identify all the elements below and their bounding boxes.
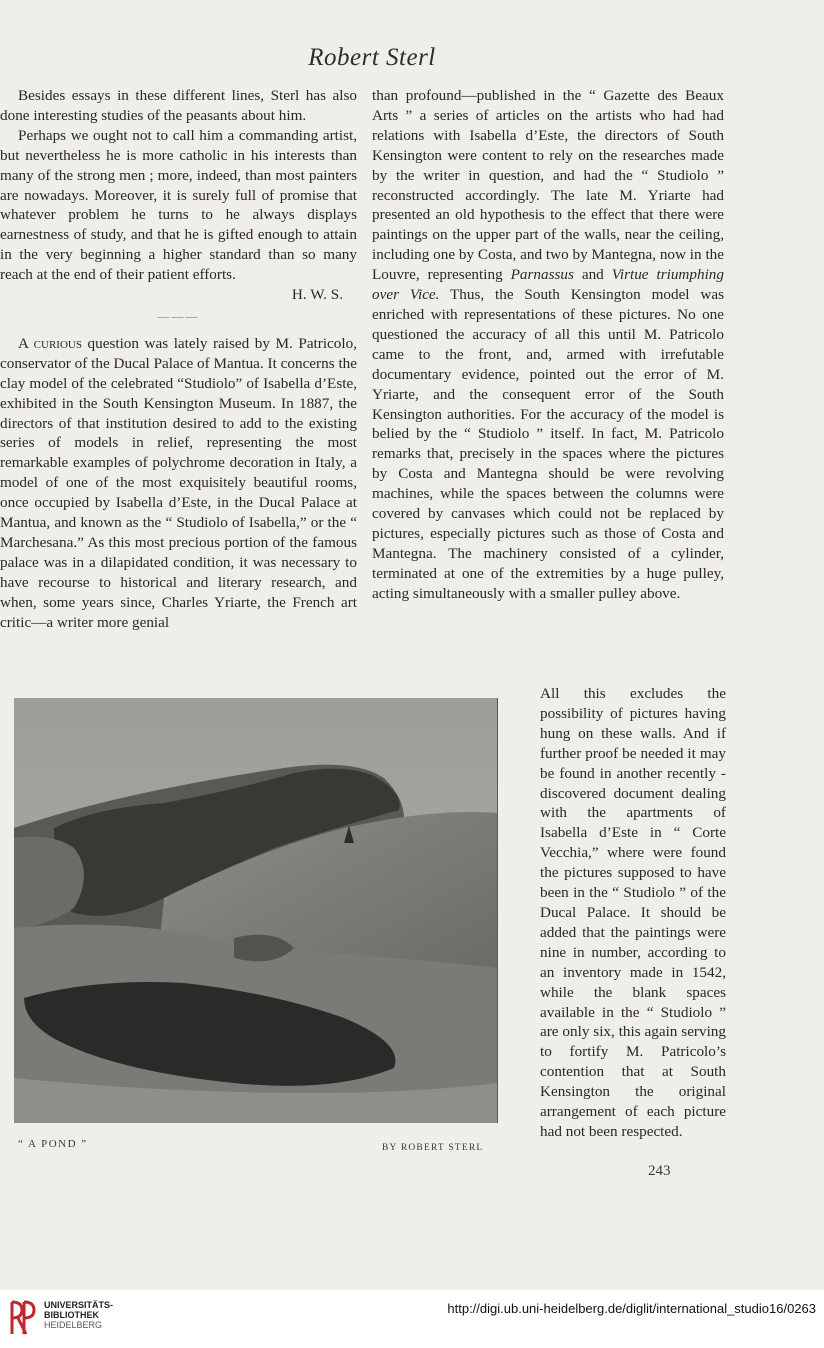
painting-title: Parnassus [510,266,574,284]
lead-in: A curious [18,334,82,352]
painting-illustration [14,698,498,1123]
section-divider: ——— [157,308,200,323]
left-column [0,86,357,632]
paragraph-text: and [573,266,612,284]
library-name-line: UNIVERSITÄTS- [44,1300,114,1310]
figure-caption-title: “ A POND ” [18,1138,88,1150]
paragraph-text: than profound—published in the “ Gazette des Beaux Arts ” a series of articles on the artists who had had relations with Isabella d’Este, the directors of South Kensington were content to rely on the researches made by the writer in question, and had the “ Studiolo ” reconstructed accordingly. The late M. Yriarte had presented an old hypothesis to the effect that there were paintings on the upper part of the walls, near the ceiling, including one by Costa, and two by Mantegna, now in the Louvre, representing [372,87,724,284]
library-name-line: HEIDELBERG [44,1320,103,1330]
narrow-column [540,684,726,1142]
viewer-footer [0,1290,824,1348]
permalink-url[interactable]: http://digi.ub.uni-heidelberg.de/diglit/international_studio16/0263 [447,1301,816,1316]
paragraph [372,86,724,604]
running-head: Robert Sterl [308,44,436,71]
paragraph: Besides essays in these different lines, Sterl has also done interesting studies of the peasants about him. [0,87,357,124]
paragraph: All this excludes the possibility of pictures having hung on these walls. And if further proof be needed it may be found in another recently - discovered document dealing with the apartments of Isabella d’Este in “ Corte Vecchia,” where were found the pictures supposed to have been in the “ Studiolo ” of the Ducal Palace. It should be added that the paintings were nine in number, according to an inventory made in 1542, while the blank spaces available in the “ Studiolo ” are only six, this again serving to fortify M. Patricolo’s contention that at South Kensington the original arrangement of each picture had not been respected. [540,685,726,1140]
pond-landscape-image [14,698,497,1123]
page-number: 243 [648,1163,671,1179]
paragraph-text: Thus, the South Kensington model was enriched with representations of these pictures. No one questioned the accuracy of all this until M. Patricolo came to the front, and, armed with irrefutable documentary evidence, pointed out the error of M. Yriarte, and the consequent error of the South Kensington authorities. For the accuracy of the model is belied by the “ Studiolo ” itself. In fact, M. Patricolo remarks that, precisely in the spaces where the pictures by Costa and Mantegna should be were revolving machines, while the spaces between the columns were covered by canvases which could not be replaced by pictures, especially pictures such as those of Costa and Mantegna. The machinery consisted of a cylinder, terminated at one of the extremities by a huge pulley, acting simultaneously with a smaller pulley above. [372,286,724,602]
paragraph-text: question was lately raised by M. Patricolo, conservator of the Ducal Palace of Mantua. It concerns the clay model of the celebrated “Studiolo” of Isabella d’Este, exhibited in the South Kensington Museum. In 1887, the directors of that institution desired to add to the existing series of models in relief, representing the most remarkable examples of polychrome decoration in Italy, a model of one of the most exquisitely beautiful rooms, once occupied by Isabella d’Este, in the Ducal Palace at Mantua, and known as the “ Studiolo of Isabella,” or the “ Marchesana.” As this most precious portion of the famous palace was in a dilapidated condition, it was necessary to have recourse to historical and literary research, and when, some years since, Charles Yriarte, the French art critic—a writer more genial [0,334,357,631]
right-column [372,86,724,604]
author-signature [0,285,357,305]
university-library-logo-icon[interactable] [8,1298,38,1338]
library-name[interactable] [44,1300,113,1330]
signature-initials: H. W. S. [291,286,343,304]
paragraph: Perhaps we ought not to call him a commanding artist, but nevertheless he is more catholic in his interests than many of the strong men ; more, indeed, than most painters are nowadays. Moreover, it is surely full of promise that whatever problem he turns to he always displays earnestness of study, and that he is gifted enough to attain in the very beginning a higher standard than so many reach at the end of their patient efforts. [0,126,357,284]
paragraph [0,334,357,633]
painting-title: Virtue triumphing over Vice. [372,266,724,304]
figure-caption-credit: BY ROBERT STERL [382,1143,484,1153]
library-name-line: BIBLIOTHEK [44,1310,99,1320]
